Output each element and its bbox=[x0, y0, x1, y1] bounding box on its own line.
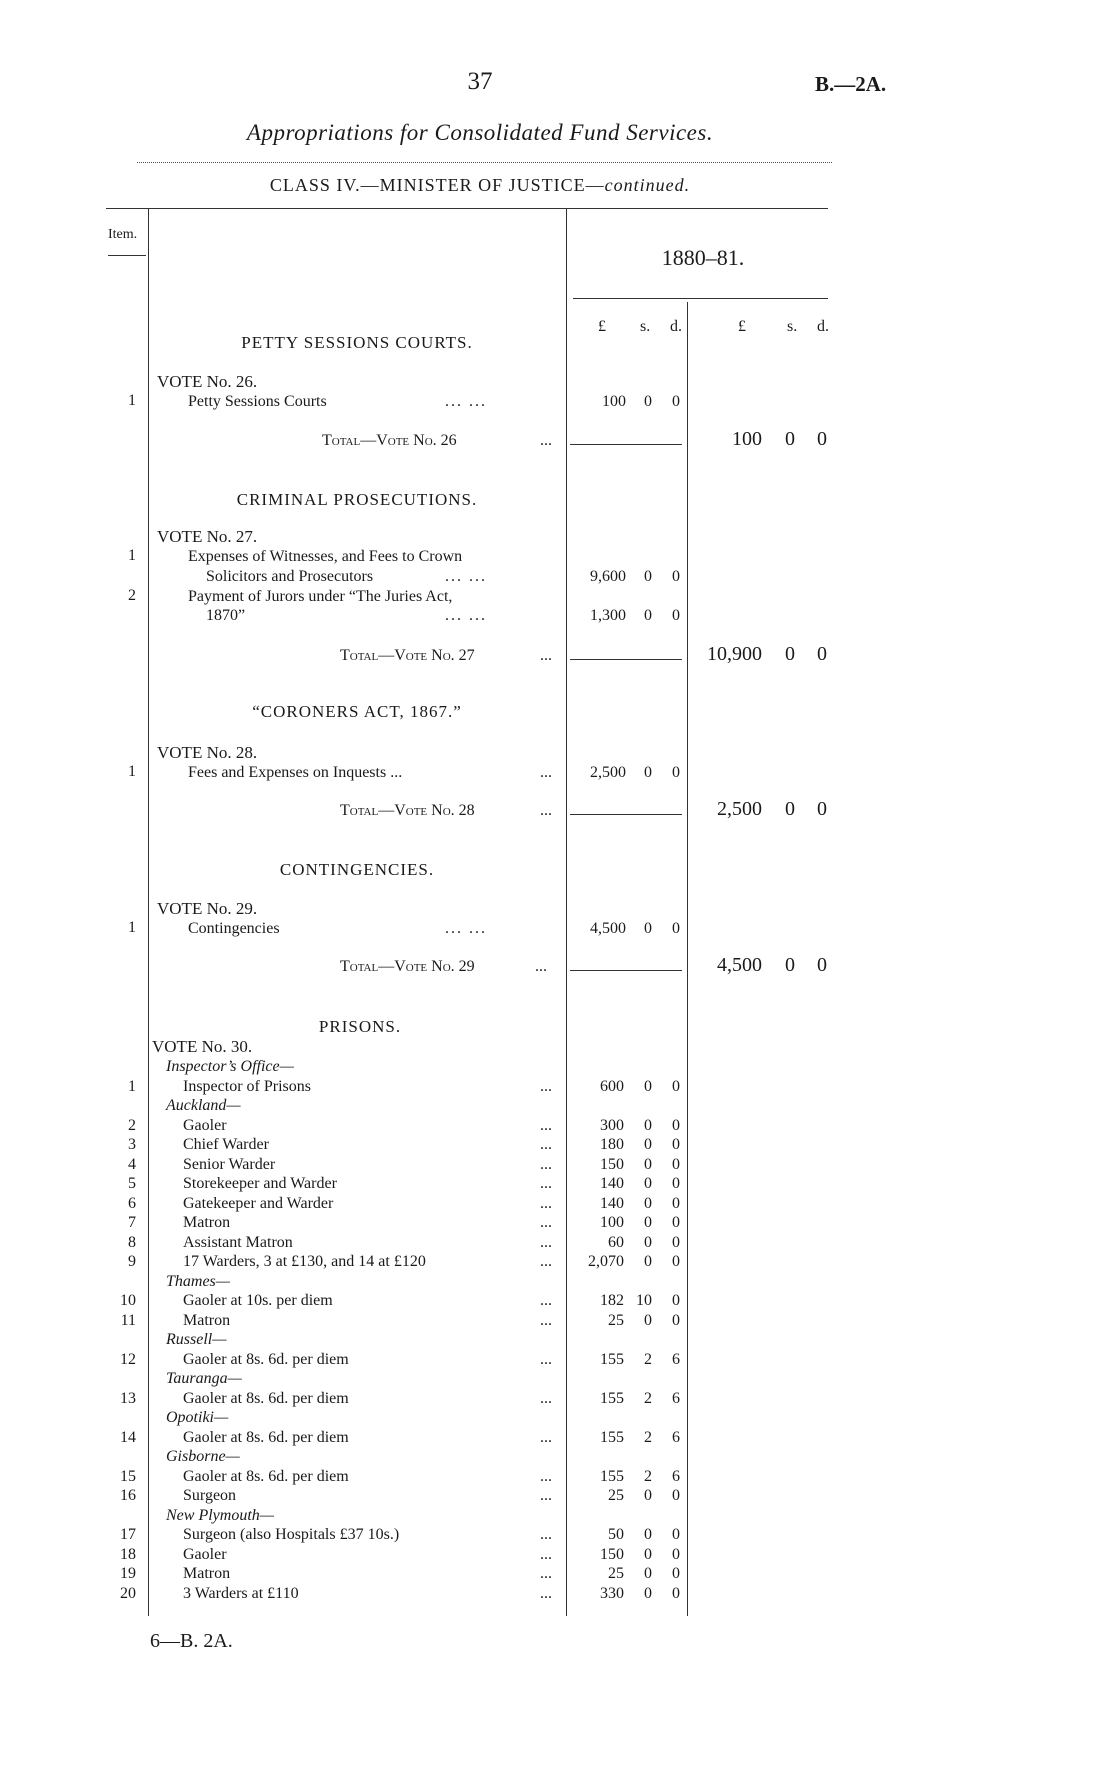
item-number: 7 bbox=[128, 1214, 136, 1231]
amount-shillings: 0 bbox=[644, 920, 652, 937]
amount-pence: 0 bbox=[672, 1487, 680, 1504]
amount-shillings: 0 bbox=[644, 1487, 652, 1504]
section-heading-coroners-act: “CORONERS ACT, 1867.” bbox=[252, 702, 462, 721]
amount-pounds: 150 bbox=[600, 1546, 624, 1563]
amount-shillings: 0 bbox=[644, 1175, 652, 1192]
item-description: Matron bbox=[183, 1565, 231, 1582]
item-description: Payment of Jurors under “The Juries Act, bbox=[188, 588, 453, 605]
section-heading-contingencies: CONTINGENCIES. bbox=[279, 860, 435, 879]
leader-dots: ... bbox=[540, 1546, 552, 1563]
amount-pence: 6 bbox=[672, 1351, 680, 1368]
leader-dots: ... bbox=[540, 1253, 552, 1270]
amount-pence: 0 bbox=[672, 1214, 680, 1231]
leader-dots: ... bbox=[535, 958, 547, 975]
subtotal-column-divider bbox=[687, 302, 688, 1616]
total-rule bbox=[570, 814, 682, 815]
location-subheading: New Plymouth— bbox=[166, 1507, 274, 1524]
amount-pounds: 155 bbox=[600, 1390, 624, 1407]
item-number: 1 bbox=[128, 919, 136, 936]
total-label-26: Total—Vote No. 26 bbox=[322, 432, 457, 449]
amount-pence: 0 bbox=[672, 607, 680, 624]
leader-dots: ... ... bbox=[445, 920, 487, 937]
item-description: Matron bbox=[183, 1214, 231, 1231]
amount-pounds: 100 bbox=[602, 393, 626, 410]
page-number: 37 bbox=[467, 68, 493, 95]
item-description: Petty Sessions Courts bbox=[188, 393, 327, 410]
item-description: Senior Warder bbox=[183, 1156, 276, 1173]
amount-pence: 0 bbox=[672, 1253, 680, 1270]
item-description: Matron bbox=[183, 1312, 231, 1329]
item-description: Surgeon (also Hospitals £37 10s.) bbox=[183, 1526, 400, 1543]
item-number: 6 bbox=[128, 1195, 136, 1212]
leader-dots: ... bbox=[540, 1468, 552, 1485]
amount-pence: 6 bbox=[672, 1468, 680, 1485]
amount-shillings: 0 bbox=[644, 1117, 652, 1134]
amount-shillings: 0 bbox=[644, 568, 652, 585]
item-description: Gaoler at 8s. 6d. per diem bbox=[183, 1351, 349, 1368]
title-rule bbox=[137, 162, 832, 163]
vote-heading-27: VOTE No. 27. bbox=[157, 527, 258, 546]
amount-pence: 0 bbox=[672, 1195, 680, 1212]
item-number: 14 bbox=[120, 1429, 136, 1446]
amount-pounds: 25 bbox=[608, 1487, 624, 1504]
amount-pence: 0 bbox=[672, 1234, 680, 1251]
leader-dots: ... bbox=[540, 1175, 552, 1192]
item-description: Contingencies bbox=[188, 920, 280, 937]
location-subheading: Inspector’s Office— bbox=[166, 1058, 294, 1075]
amount-shillings: 2 bbox=[644, 1390, 652, 1407]
amount-pence: 0 bbox=[672, 1312, 680, 1329]
amount-pence: 0 bbox=[672, 1078, 680, 1095]
amount-pounds: 2,070 bbox=[588, 1253, 624, 1270]
amount-pence: 0 bbox=[672, 1292, 680, 1309]
item-description: 3 Warders at £110 bbox=[183, 1585, 299, 1602]
amount-shillings: 0 bbox=[644, 1565, 652, 1582]
item-description: Inspector of Prisons bbox=[183, 1078, 311, 1095]
item-column-divider bbox=[148, 208, 149, 1616]
amount-pounds: 1,300 bbox=[590, 607, 626, 624]
amount-pence: 0 bbox=[672, 1136, 680, 1153]
item-description-cont: 1870” bbox=[206, 607, 246, 624]
amount-pence: 0 bbox=[672, 1526, 680, 1543]
amount-pounds: 2,500 bbox=[590, 764, 626, 781]
amount-shillings: 0 bbox=[644, 1312, 652, 1329]
item-number: 16 bbox=[120, 1487, 136, 1504]
location-subheading: Tauranga— bbox=[166, 1370, 242, 1387]
signature-mark: 6—B. 2A. bbox=[150, 1630, 233, 1652]
amount-shillings: 0 bbox=[644, 1234, 652, 1251]
amount-shillings: 0 bbox=[644, 764, 652, 781]
shilling-header-2: s. bbox=[787, 318, 798, 335]
location-subheading: Russell— bbox=[166, 1331, 227, 1348]
leader-dots: ... bbox=[540, 1195, 552, 1212]
item-number: 9 bbox=[128, 1253, 136, 1270]
leader-dots: ... bbox=[540, 1078, 552, 1095]
amount-pence: 0 bbox=[672, 568, 680, 585]
amount-pounds: 600 bbox=[600, 1078, 624, 1095]
item-description: 17 Warders, 3 at £130, and 14 at £120 bbox=[183, 1253, 426, 1270]
item-description: Fees and Expenses on Inquests ... bbox=[188, 764, 403, 781]
leader-dots: ... bbox=[540, 1234, 552, 1251]
amount-pence: 0 bbox=[672, 393, 680, 410]
total-rule bbox=[570, 444, 682, 445]
class-heading bbox=[0, 175, 960, 196]
leader-dots: ... bbox=[540, 1156, 552, 1173]
amount-shillings: 0 bbox=[644, 393, 652, 410]
amount-pence: 6 bbox=[672, 1429, 680, 1446]
total-shillings-29: 0 bbox=[785, 954, 795, 976]
vote-heading-26: VOTE No. 26. bbox=[157, 372, 258, 391]
total-label-27: Total—Vote No. 27 bbox=[340, 647, 475, 664]
item-description: Surgeon bbox=[183, 1487, 237, 1504]
amount-shillings: 0 bbox=[644, 1195, 652, 1212]
total-label-29: Total—Vote No. 29 bbox=[340, 958, 475, 975]
leader-dots: ... bbox=[540, 432, 552, 449]
pound-header-2: £ bbox=[738, 318, 746, 335]
item-number: 8 bbox=[128, 1234, 136, 1251]
amount-pence: 0 bbox=[672, 764, 680, 781]
item-description: Gaoler at 8s. 6d. per diem bbox=[183, 1429, 349, 1446]
amount-pounds: 330 bbox=[600, 1585, 624, 1602]
amount-pence: 0 bbox=[672, 1585, 680, 1602]
leader-dots: ... bbox=[540, 1292, 552, 1309]
leader-dots: ... bbox=[540, 647, 552, 664]
item-number: 13 bbox=[120, 1390, 136, 1407]
amount-pounds: 155 bbox=[600, 1351, 624, 1368]
item-number: 15 bbox=[120, 1468, 136, 1485]
leader-dots: ... bbox=[540, 1390, 552, 1407]
item-header-rule bbox=[108, 255, 146, 256]
year-rule bbox=[573, 298, 828, 299]
location-subheading: Gisborne— bbox=[166, 1448, 240, 1465]
leader-dots: ... bbox=[540, 1565, 552, 1582]
amount-pounds: 140 bbox=[600, 1175, 624, 1192]
item-number: 11 bbox=[120, 1312, 136, 1329]
leader-dots: ... bbox=[540, 1351, 552, 1368]
leader-dots: ... bbox=[540, 1312, 552, 1329]
amount-pence: 0 bbox=[672, 920, 680, 937]
item-number: 18 bbox=[120, 1546, 136, 1563]
item-description: Gatekeeper and Warder bbox=[183, 1195, 334, 1212]
item-number: 20 bbox=[120, 1585, 136, 1602]
total-pounds-28: 2,500 bbox=[717, 798, 762, 820]
total-shillings-27: 0 bbox=[785, 643, 795, 665]
amount-shillings: 0 bbox=[644, 1156, 652, 1173]
leader-dots: ... ... bbox=[445, 568, 487, 585]
item-number: 5 bbox=[128, 1175, 136, 1192]
location-subheading: Opotiki— bbox=[166, 1409, 229, 1426]
amount-shillings: 0 bbox=[644, 607, 652, 624]
item-number: 17 bbox=[120, 1526, 136, 1543]
amount-pence: 0 bbox=[672, 1546, 680, 1563]
total-pence-26: 0 bbox=[817, 428, 827, 450]
page-title: Appropriations for Consolidated Fund Services. bbox=[246, 120, 714, 145]
item-description: Assistant Matron bbox=[183, 1234, 293, 1251]
amount-pounds: 155 bbox=[600, 1429, 624, 1446]
amount-pence: 0 bbox=[672, 1565, 680, 1582]
amount-shillings: 2 bbox=[644, 1468, 652, 1485]
amount-shillings: 0 bbox=[644, 1253, 652, 1270]
item-number: 12 bbox=[120, 1351, 136, 1368]
amount-pence: 0 bbox=[672, 1175, 680, 1192]
class-heading-continued: continued. bbox=[604, 175, 691, 195]
item-number: 1 bbox=[128, 1078, 136, 1095]
amount-pounds: 182 bbox=[600, 1292, 624, 1309]
pence-header: d. bbox=[670, 318, 682, 335]
section-heading-criminal-prosecutions: CRIMINAL PROSECUTIONS. bbox=[236, 490, 478, 509]
amount-pence: 0 bbox=[672, 1117, 680, 1134]
item-description: Gaoler at 10s. per diem bbox=[183, 1292, 333, 1309]
item-number: 1 bbox=[128, 763, 136, 780]
amount-pounds: 300 bbox=[600, 1117, 624, 1134]
section-heading-petty-sessions: PETTY SESSIONS COURTS. bbox=[241, 333, 473, 352]
location-subheading: Thames— bbox=[166, 1273, 231, 1290]
leader-dots: ... bbox=[540, 1585, 552, 1602]
total-rule bbox=[570, 659, 682, 660]
vote-heading-29: VOTE No. 29. bbox=[157, 899, 258, 918]
document-reference: B.—2A. bbox=[815, 72, 887, 96]
item-number: 2 bbox=[128, 587, 136, 604]
amount-pounds: 180 bbox=[600, 1136, 624, 1153]
leader-dots: ... bbox=[540, 802, 552, 819]
pound-header: £ bbox=[598, 318, 606, 335]
amount-pounds: 140 bbox=[600, 1195, 624, 1212]
total-rule bbox=[570, 970, 682, 971]
amount-pounds: 4,500 bbox=[590, 920, 626, 937]
leader-dots: ... bbox=[540, 1526, 552, 1543]
total-pence-28: 0 bbox=[817, 798, 827, 820]
year-header: 1880–81. bbox=[661, 245, 745, 270]
leader-dots: ... bbox=[540, 1214, 552, 1231]
amount-shillings: 0 bbox=[644, 1585, 652, 1602]
item-number: 4 bbox=[128, 1156, 136, 1173]
item-column-header: Item. bbox=[108, 227, 138, 242]
table-top-rule bbox=[106, 208, 828, 209]
amount-shillings: 2 bbox=[644, 1429, 652, 1446]
vote-heading-30: VOTE No. 30. bbox=[152, 1037, 253, 1056]
item-description: Storekeeper and Warder bbox=[183, 1175, 337, 1192]
amount-pounds: 155 bbox=[600, 1468, 624, 1485]
item-number: 1 bbox=[128, 392, 136, 409]
leader-dots: ... bbox=[540, 1117, 552, 1134]
location-subheading: Auckland— bbox=[166, 1097, 241, 1114]
leader-dots: ... bbox=[540, 764, 552, 781]
amount-shillings: 0 bbox=[644, 1214, 652, 1231]
total-shillings-28: 0 bbox=[785, 798, 795, 820]
leader-dots: ... bbox=[540, 1136, 552, 1153]
item-description: Gaoler bbox=[183, 1546, 227, 1563]
amount-pounds: 100 bbox=[600, 1214, 624, 1231]
item-description: Gaoler at 8s. 6d. per diem bbox=[183, 1390, 349, 1407]
item-number: 3 bbox=[128, 1136, 136, 1153]
item-description: Gaoler at 8s. 6d. per diem bbox=[183, 1468, 349, 1485]
amount-pounds: 25 bbox=[608, 1312, 624, 1329]
item-description: Chief Warder bbox=[183, 1136, 269, 1153]
leader-dots: ... ... bbox=[445, 607, 487, 624]
total-pounds-29: 4,500 bbox=[717, 954, 762, 976]
amount-pounds: 50 bbox=[608, 1526, 624, 1543]
vote-heading-28: VOTE No. 28. bbox=[157, 743, 258, 762]
item-number: 2 bbox=[128, 1117, 136, 1134]
total-shillings-26: 0 bbox=[785, 428, 795, 450]
leader-dots: ... ... bbox=[445, 393, 487, 410]
total-pence-29: 0 bbox=[817, 954, 827, 976]
leader-dots: ... bbox=[540, 1487, 552, 1504]
total-label-28: Total—Vote No. 28 bbox=[340, 802, 475, 819]
amount-shillings: 2 bbox=[644, 1351, 652, 1368]
item-description: Gaoler bbox=[183, 1117, 227, 1134]
amount-pounds: 25 bbox=[608, 1565, 624, 1582]
amount-pence: 0 bbox=[672, 1156, 680, 1173]
total-pounds-26: 100 bbox=[732, 428, 762, 450]
leader-dots: ... bbox=[540, 1429, 552, 1446]
amount-pounds: 60 bbox=[608, 1234, 624, 1251]
item-description: Expenses of Witnesses, and Fees to Crown bbox=[188, 548, 463, 565]
section-heading-prisons: PRISONS. bbox=[318, 1017, 402, 1036]
total-pence-27: 0 bbox=[817, 643, 827, 665]
total-pounds-27: 10,900 bbox=[707, 643, 762, 665]
item-number: 19 bbox=[120, 1565, 136, 1582]
amount-shillings: 0 bbox=[644, 1136, 652, 1153]
pence-header-2: d. bbox=[817, 318, 829, 335]
item-number: 10 bbox=[120, 1292, 136, 1309]
amount-pounds: 9,600 bbox=[590, 568, 626, 585]
amount-shillings: 0 bbox=[644, 1078, 652, 1095]
amount-pence: 6 bbox=[672, 1390, 680, 1407]
amount-shillings: 0 bbox=[644, 1526, 652, 1543]
amount-shillings: 0 bbox=[644, 1546, 652, 1563]
shilling-header: s. bbox=[640, 318, 651, 335]
amount-shillings: 10 bbox=[636, 1292, 652, 1309]
item-number: 1 bbox=[128, 547, 136, 564]
class-heading-main: CLASS IV.—MINISTER OF JUSTICE— bbox=[269, 175, 605, 195]
amount-pounds: 150 bbox=[600, 1156, 624, 1173]
item-description-cont: Solicitors and Prosecutors bbox=[206, 568, 374, 585]
